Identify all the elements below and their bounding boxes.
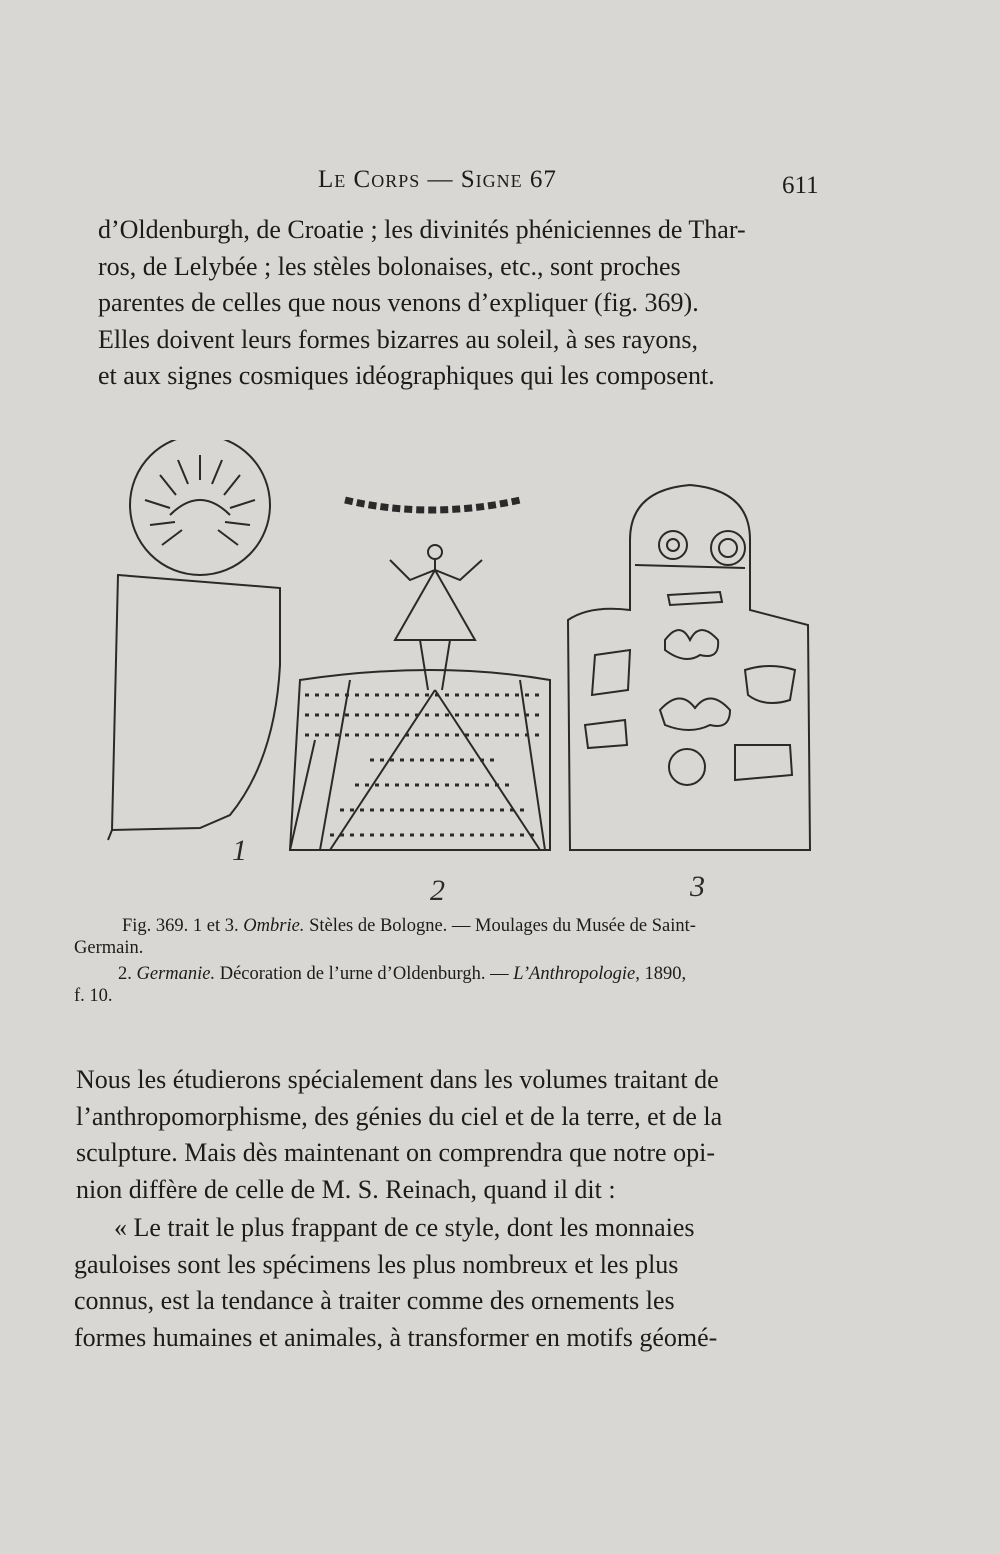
urn-decoration-illustration [290, 500, 550, 850]
paragraph-2 [76, 1062, 818, 1208]
figure-label-3: 3 [690, 870, 705, 903]
caption-item-1 [74, 915, 814, 937]
stele-1-illustration [108, 440, 280, 840]
text-line: nion diffère de celle de M. S. Reinach, quand il dit : [76, 1174, 616, 1204]
text-line: d’Oldenburgh, de Croatie ; les divinités phéniciennes de Thar- [98, 215, 746, 244]
text-line: parentes de celles que nous venons d’expliquer (fig. 369). [98, 288, 699, 317]
caption-item-2-cont [74, 985, 814, 1007]
running-head [0, 166, 1000, 202]
text-line: et aux signes cosmiques idéographiques qui les composent. [98, 361, 715, 390]
paragraph-1 [98, 212, 840, 395]
caption-text-2b: 1890, [644, 964, 687, 984]
figure-caption [74, 915, 814, 1011]
caption-region-1: Ombrie. [243, 916, 305, 936]
caption-text-1a: Stèles de Bologne. — Moulages du Musée de Saint- [309, 916, 696, 936]
figure-drawing [90, 440, 870, 920]
text-line: connus, est la tendance à traiter comme des ornements les [74, 1286, 675, 1315]
paragraph-3-quotation [74, 1210, 818, 1356]
caption-fig-number: Fig. 369. 1 et 3. [122, 916, 239, 936]
text-line: formes humaines et animales, à transformer en motifs géomé- [74, 1322, 718, 1352]
figure-label-1: 1 [232, 834, 247, 867]
caption-text-2a: Décoration de l’urne d’Oldenburgh. — [219, 964, 509, 984]
text-line: l’anthropomorphisme, des génies du ciel et de la terre, et de la [76, 1101, 723, 1131]
text-line: gauloises sont les spécimens les plus nombreux et les plus [74, 1249, 679, 1279]
caption-number-2: 2. [118, 964, 132, 984]
text-line: ros, de Lelybée ; les stèles bolonaises, etc., sont proches [98, 251, 681, 281]
text-line: « Le trait le plus frappant de ce style, dont les monnaies [114, 1213, 695, 1242]
caption-source-2: L’Anthropologie, [513, 964, 640, 984]
text-line: sculpture. Mais dès maintenant on comprendra que notre opi- [76, 1138, 715, 1167]
caption-region-2: Germanie. [136, 964, 216, 984]
figure-369 [90, 440, 870, 920]
caption-text-2c: f. 10. [74, 986, 113, 1006]
text-line: Nous les étudierons spécialement dans les volumes traitant de [76, 1065, 719, 1094]
figure-label-2: 2 [430, 874, 445, 907]
caption-item-2 [74, 963, 814, 985]
caption-text-1b: Germain. [74, 938, 144, 958]
running-title: Le Corps — Signe 67 [318, 166, 557, 193]
text-line: Elles doivent leurs formes bizarres au soleil, à ses rayons, [98, 324, 698, 354]
stele-3-illustration [568, 485, 810, 850]
page-number: 611 [782, 172, 819, 199]
caption-item-1-cont [74, 937, 814, 959]
